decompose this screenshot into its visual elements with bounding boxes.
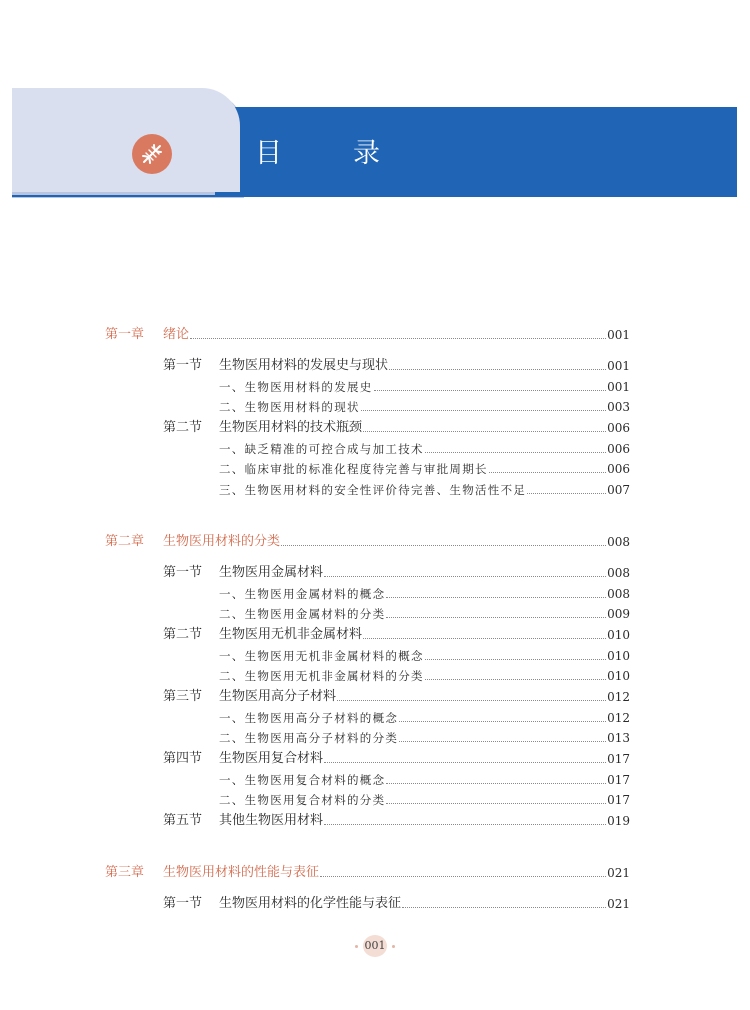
toc-entry-label [163,358,388,374]
toc-entry-number: 第四节 [163,751,203,766]
toc-entry-number: 第二节 [163,420,203,435]
toc-chapter-row[interactable] [105,530,630,550]
toc-entry-title: 生物医用材料的化学性能与表征 [219,896,402,911]
toc-entry-label [163,565,323,581]
toc-entry-title: 一、生物医用材料的发展史 [219,380,373,394]
dot-leader [527,492,606,494]
toc-entry-title: 三、生物医用材料的安全性评价待完善、生物活性不足 [219,483,527,497]
toc-page-number: 006 [607,442,630,456]
dot-leader [386,596,606,598]
toc-entry-title: 一、生物医用复合材料的概念 [219,773,386,787]
toc-entry-number: 第一章 [105,327,145,342]
toc-page-number: 013 [607,731,630,745]
dot-leader [489,471,606,473]
toc-item-row[interactable] [219,602,630,622]
toc-entry-title: 生物医用材料的发展史与现状 [219,358,389,373]
toc-entry-title: 绪论 [163,327,190,342]
toc-page-number: 012 [607,690,630,704]
page-title: 目 录 [255,138,402,169]
toc-page-number: 001 [607,380,630,394]
toc-section-row[interactable] [163,623,630,643]
toc-item-row[interactable] [219,457,630,477]
toc-entry-number: 第二章 [105,534,145,549]
dna-icon [132,134,172,174]
dot-leader [324,761,606,763]
toc-entry-label [219,482,526,498]
toc-entry-label [219,379,373,395]
toc-item-row[interactable] [219,582,630,602]
toc-entry-number: 第一节 [163,565,203,580]
dot-leader [386,802,606,804]
toc-entry-label [163,689,336,705]
dot-leader [190,337,606,339]
toc-entry-label [219,441,424,457]
toc-section-row[interactable] [163,354,630,374]
toc-entry-label [219,772,385,788]
page-footer [0,935,750,957]
toc-entry-number: 第三节 [163,689,203,704]
toc-item-row[interactable] [219,375,630,395]
toc-entry-label [219,461,488,477]
footer-dot-right [392,945,395,948]
toc-entry-title: 生物医用材料的技术瓶颈 [219,420,363,435]
toc-page-number: 001 [607,328,630,342]
toc-entry-title: 一、生物医用金属材料的概念 [219,587,386,601]
toc-entry-label [219,668,424,684]
toc-page-number: 017 [607,793,630,807]
toc-item-row[interactable] [219,768,630,788]
toc-section-row[interactable] [163,416,630,436]
toc-entry-title: 生物医用金属材料 [219,565,324,580]
toc-page-number: 019 [607,814,630,828]
toc-section-row[interactable] [163,747,630,767]
toc-entry-title: 生物医用复合材料 [219,751,324,766]
dot-leader [324,575,606,577]
toc-entry-label [105,534,280,550]
dot-leader [399,720,606,722]
toc-entry-title: 生物医用无机非金属材料 [219,627,363,642]
toc-page-number: 008 [607,566,630,580]
toc-section-row[interactable] [163,809,630,829]
toc-entry-number: 第五节 [163,813,203,828]
toc-item-row[interactable] [219,726,630,746]
toc-item-row[interactable] [219,788,630,808]
toc-entry-label [219,399,360,415]
toc-entry-label [219,710,398,726]
toc-entry-number: 第一节 [163,896,203,911]
toc-item-row[interactable] [219,437,630,457]
toc-entry-number: 第三章 [105,865,145,880]
toc-entry-label [105,327,189,343]
toc-page-number: 017 [607,773,630,787]
toc-page-number: 012 [607,711,630,725]
toc-entry-label [219,792,385,808]
dot-leader [425,678,606,680]
toc-entry-label [163,896,401,912]
toc-entry-label [105,865,319,881]
toc-item-row[interactable] [219,664,630,684]
toc-entry-title: 生物医用高分子材料 [219,689,337,704]
dot-leader [337,699,606,701]
toc-page-number: 008 [607,587,630,601]
dot-leader [425,451,606,453]
toc-entry-label [163,420,362,436]
toc-page-number: 010 [607,628,630,642]
dot-leader [281,544,606,546]
toc-page-number: 010 [607,669,630,683]
toc-entry-title: 其他生物医用材料 [219,813,324,828]
toc-entry-label [219,606,385,622]
toc-entry-title: 一、生物医用无机非金属材料的概念 [219,649,424,663]
toc-item-row[interactable] [219,644,630,664]
toc-section-row[interactable] [163,561,630,581]
toc-page-number: 006 [607,462,630,476]
toc-entry-label [219,730,398,746]
toc-item-row[interactable] [219,395,630,415]
dot-leader [361,409,606,411]
toc-entry-title: 生物医用材料的分类 [163,534,281,549]
dot-leader [363,430,606,432]
toc-page-number: 021 [607,866,630,880]
toc-item-row[interactable] [219,478,630,498]
toc-page-number: 008 [607,535,630,549]
dot-leader [425,658,606,660]
toc-entry-label [219,648,424,664]
dot-leader [402,906,606,908]
toc-page-number: 007 [607,483,630,497]
toc-entry-title: 一、缺乏精准的可控合成与加工技术 [219,442,424,456]
toc-entry-title: 二、生物医用复合材料的分类 [219,793,386,807]
dot-leader [386,616,606,618]
toc-item-row[interactable] [219,706,630,726]
toc-entry-label [163,813,323,829]
toc-entry-number: 第二节 [163,627,203,642]
dot-leader [320,875,606,877]
page-number: 001 [363,935,387,957]
dot-leader [399,740,606,742]
toc-entry-title: 二、生物医用材料的现状 [219,400,360,414]
dot-leader [386,782,606,784]
toc-entry-title: 生物医用材料的性能与表征 [163,865,320,880]
toc-entry-title: 二、生物医用高分子材料的分类 [219,731,399,745]
toc-entry-title: 二、生物医用无机非金属材料的分类 [219,669,424,683]
toc-entry-label [163,751,323,767]
toc-page-number: 021 [607,897,630,911]
header-rule [12,195,737,197]
toc-section-row[interactable] [163,685,630,705]
dot-leader [389,368,606,370]
toc-page-number: 009 [607,607,630,621]
toc-page-number: 001 [607,359,630,373]
toc-chapter-row[interactable] [105,323,630,343]
dot-leader [363,637,606,639]
toc-entry-number: 第一节 [163,358,203,373]
toc-entry-title: 二、生物医用金属材料的分类 [219,607,386,621]
dot-leader [324,823,606,825]
toc-chapter-row[interactable] [105,861,630,881]
header-tab [12,88,240,192]
toc-page-number: 003 [607,400,630,414]
toc-page-number: 006 [607,421,630,435]
toc-entry-label [219,586,385,602]
toc-page-number: 017 [607,752,630,766]
toc-entry-title: 二、临床审批的标准化程度待完善与审批周期长 [219,462,488,476]
toc-page-number: 010 [607,649,630,663]
toc-entry-label [163,627,362,643]
footer-dot-left [355,945,358,948]
toc-section-row[interactable] [163,892,630,912]
toc-entry-title: 一、生物医用高分子材料的概念 [219,711,399,725]
dot-leader [374,389,606,391]
